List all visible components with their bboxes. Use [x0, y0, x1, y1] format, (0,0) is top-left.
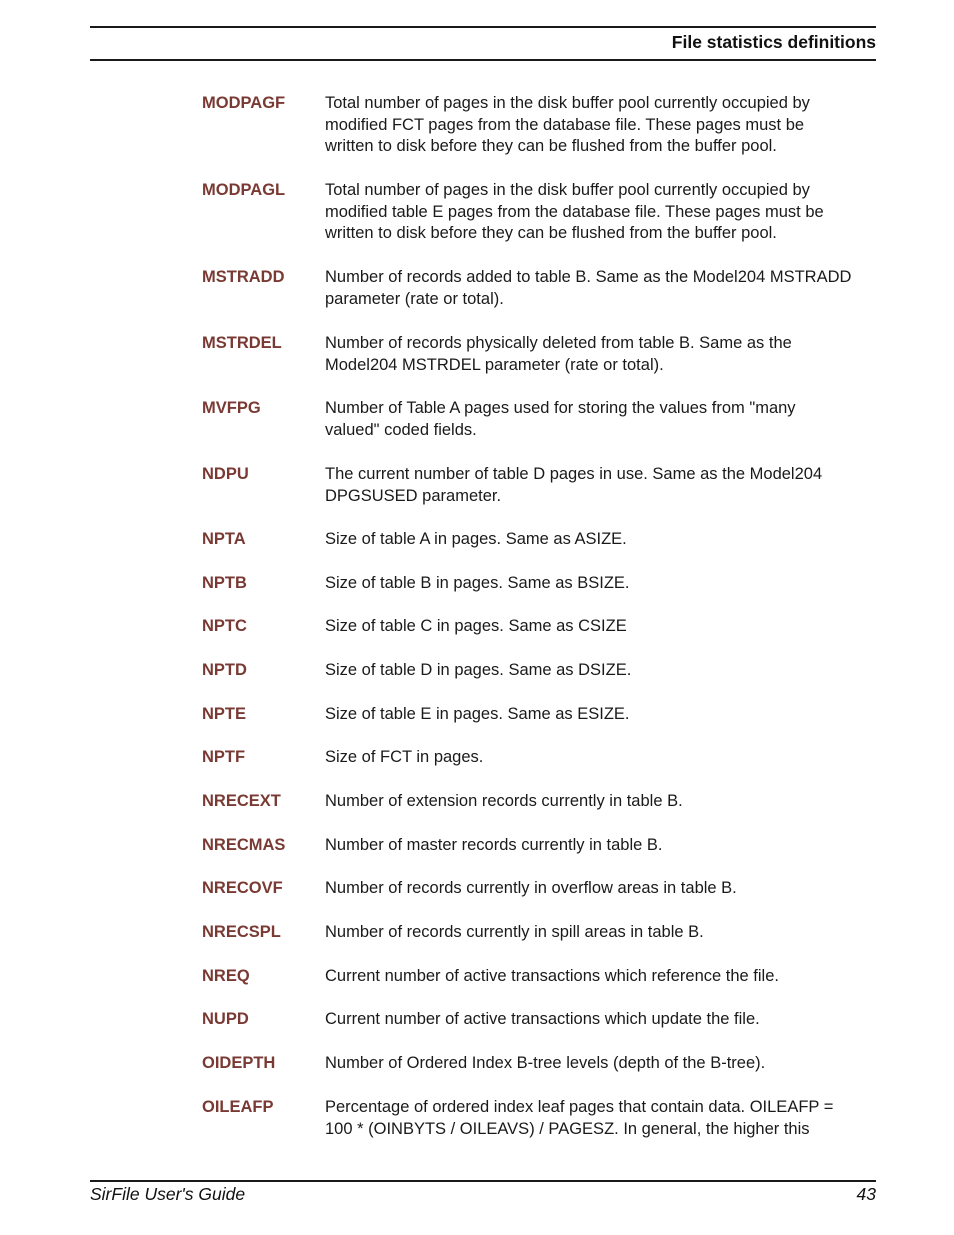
definition-term: NPTA	[202, 530, 246, 548]
definition-description: Percentage of ordered index leaf pages that contain data. OILEAFP = 100 * (OINBYTS / OILEAVS) / PAGESZ. In general, the higher this	[325, 1098, 834, 1138]
definition-term: NRECSPL	[202, 923, 281, 941]
definition-description: Total number of pages in the disk buffer pool currently occupied by modified FCT pages from the database file. These pages must be written to disk before they can be flushed from the buffer pool.	[325, 94, 810, 156]
definition-term: MODPAGL	[202, 181, 286, 199]
definition-term: NREQ	[202, 967, 250, 985]
definition-description: Number of records physically deleted from table B. Same as the Model204 MSTRDEL parameter (rate or total).	[325, 334, 792, 374]
definition-term: NPTB	[202, 574, 247, 592]
definition-term: OILEAFP	[202, 1098, 274, 1116]
definition-description: Current number of active transactions which reference the file.	[325, 967, 779, 985]
definition-description: Current number of active transactions which update the file.	[325, 1010, 760, 1028]
page-header-title: File statistics definitions	[671, 32, 876, 52]
definition-description: Number of master records currently in table B.	[325, 836, 663, 854]
definition-description: Number of Ordered Index B-tree levels (depth of the B-tree).	[325, 1054, 766, 1072]
definition-term: OIDEPTH	[202, 1054, 276, 1072]
definition-description: Total number of pages in the disk buffer pool currently occupied by modified table E pages from the database file. These pages must be written to disk before they can be flushed from the buffer pool.	[325, 181, 824, 243]
definition-description: Size of table D in pages. Same as DSIZE.	[325, 661, 632, 679]
definition-description: Number of records currently in overflow areas in table B.	[325, 879, 737, 897]
definition-description: Size of FCT in pages.	[325, 748, 484, 766]
definition-description: Number of records added to table B. Same as the Model204 MSTRADD parameter (rate or total).	[325, 268, 852, 308]
definition-term: NDPU	[202, 465, 249, 483]
definition-term: NPTF	[202, 748, 246, 766]
definition-term: MVFPG	[202, 399, 261, 417]
definition-description: Size of table B in pages. Same as BSIZE.	[325, 574, 630, 592]
definition-term: MSTRDEL	[202, 334, 282, 352]
definition-term: MODPAGF	[202, 94, 286, 112]
footer-page-number: 43	[856, 1184, 876, 1204]
definition-term: NRECEXT	[202, 792, 281, 810]
definition-description: Size of table A in pages. Same as ASIZE.	[325, 530, 627, 548]
definition-description: Size of table E in pages. Same as ESIZE.	[325, 705, 630, 723]
definition-description: Size of table C in pages. Same as CSIZE	[325, 617, 627, 635]
definition-term: NPTE	[202, 705, 247, 723]
definition-term: NPTD	[202, 661, 247, 679]
definition-term: NPTC	[202, 617, 247, 635]
definition-term: NRECOVF	[202, 879, 283, 897]
footer-guide-title: SirFile User's Guide	[90, 1184, 246, 1204]
definition-description: Number of records currently in spill areas in table B.	[325, 923, 704, 941]
definition-description: The current number of table D pages in use. Same as the Model204 DPGSUSED parameter.	[325, 465, 823, 505]
definition-term: NUPD	[202, 1010, 249, 1028]
definition-description: Number of extension records currently in table B.	[325, 792, 683, 810]
definition-term: MSTRADD	[202, 268, 285, 286]
definition-description: Number of Table A pages used for storing the values from "many valued" coded fields.	[325, 399, 796, 439]
definition-term: NRECMAS	[202, 836, 286, 854]
footer-rule	[90, 1180, 876, 1182]
